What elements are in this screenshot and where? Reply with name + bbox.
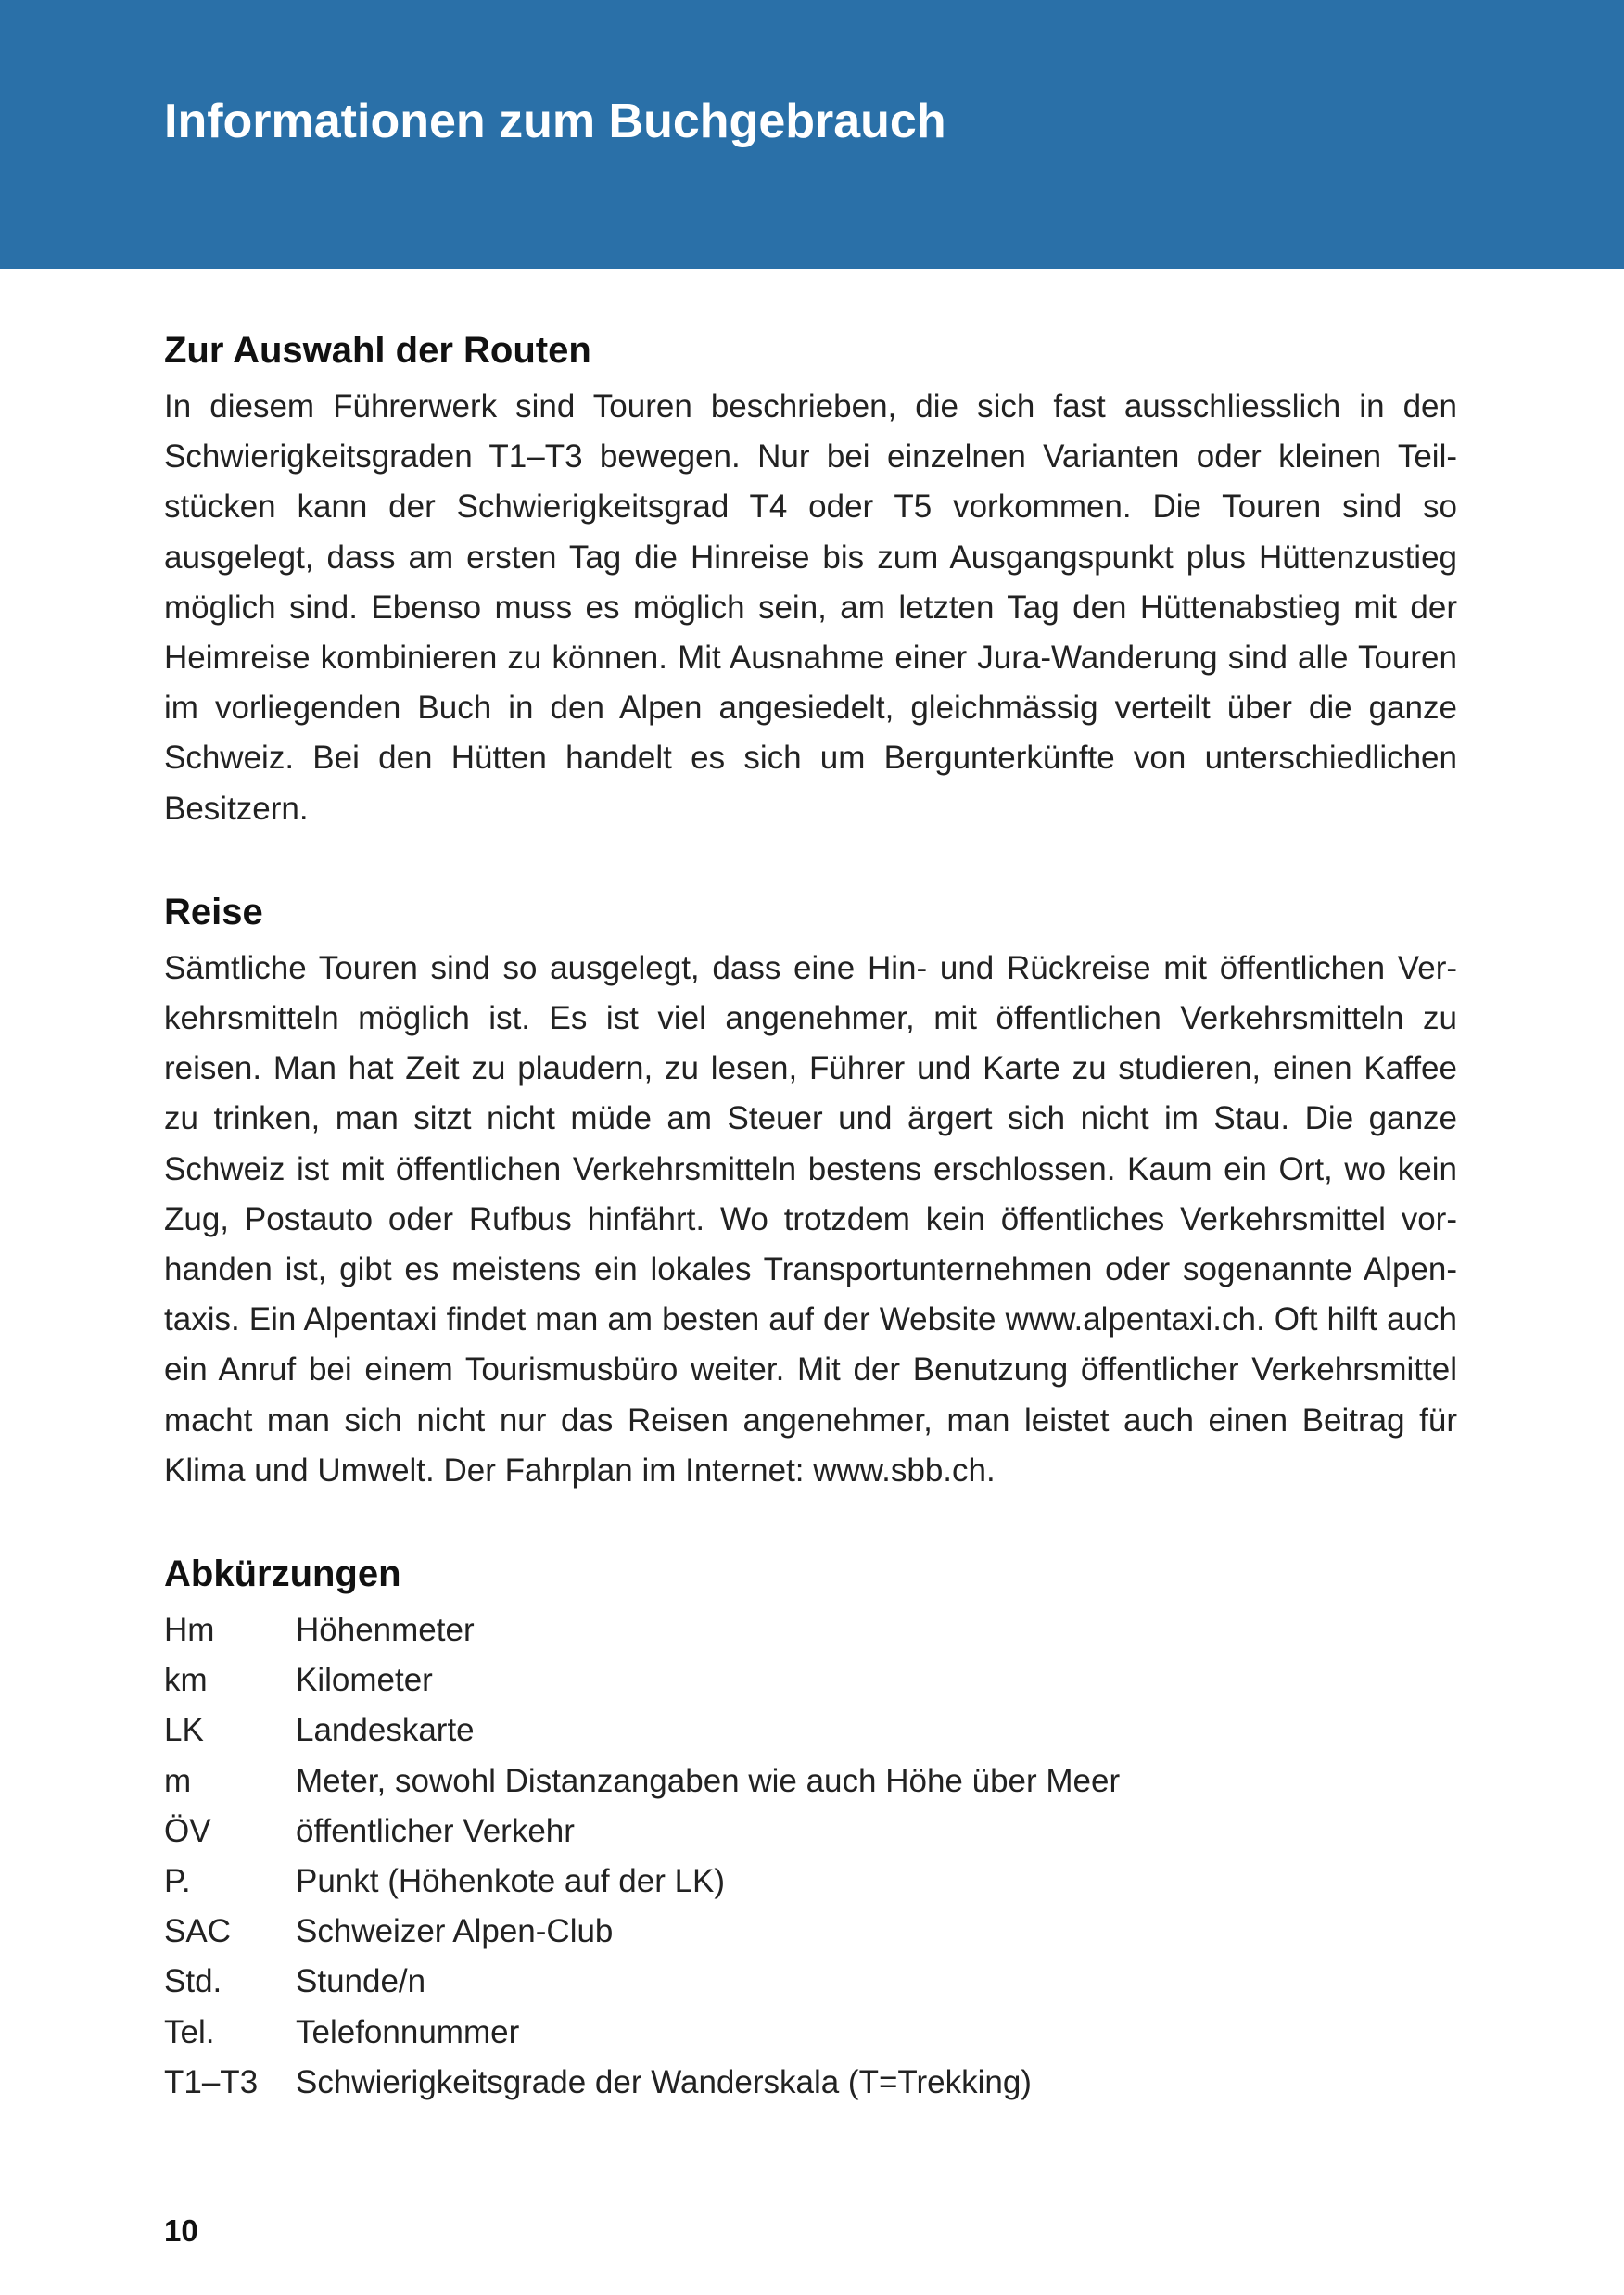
abbreviation: T1–T3 [164, 2063, 259, 2100]
list-item [164, 2058, 1457, 2108]
section-travel [164, 881, 1457, 1496]
list-item [164, 2008, 1457, 2058]
abbreviation-meaning: Landeskarte [296, 1712, 475, 1749]
list-item [164, 1957, 1457, 2007]
abbreviation-list [164, 1605, 1457, 2108]
abbreviation: km [164, 1662, 208, 1699]
abbreviation-meaning: öffentlicher Verkehr [296, 1812, 575, 1849]
section-route-selection [164, 319, 1457, 834]
section-paragraph: Sämtliche Touren sind so ausgelegt, dass eine Hin- und Rückreise mit öffentlichen Verkehrsmitteln möglich ist. Es ist viel angenehmer, mit öffentlichen Verkehrsmitteln zu reisen. Man hat Zeit zu plaudern, zu lesen, Führer und Karte zu studieren, einen Kaffee zu trinken, man sitzt nicht müde am Steuer und ärgert sich nicht im Stau. Die ganze Schweiz ist mit öffentlichen Verkehrsmitteln bestens erschlossen. Kaum ein Ort, wo kein Zug, Postauto oder Rufbus hinfährt. Wo trotzdem kein öffentliches Verkehrsmittel vorhanden ist, gibt es meistens ein lokales Transportunternehmen oder sogenannte Alpentaxis. Ein Alpentaxi findet man am besten auf der Website www.alpentaxi.ch. Oft hilft auch ein Anruf bei einem Tourismusbüro weiter. Mit der Benutzung öffentlicher Verkehrsmittel macht man sich nicht nur das Reisen angenehmer, man leistet auch einen Beitrag für Klima und Umwelt. Der Fahrplan im Internet: www.sbb.ch. [164, 949, 1457, 1489]
page-title: Informationen zum Buchgebrauch [164, 95, 946, 148]
section-spacer [164, 834, 1457, 881]
abbreviation-meaning: Höhenmeter [296, 1612, 475, 1649]
list-item [164, 1756, 1457, 1807]
section-spacer [164, 1496, 1457, 1542]
section-heading: Reise [164, 891, 263, 932]
abbreviation: m [164, 1762, 192, 1799]
abbreviation: SAC [164, 1913, 231, 1950]
section-heading: Zur Auswahl der Routen [164, 330, 591, 371]
list-item [164, 1705, 1457, 1756]
abbreviation: Hm [164, 1612, 215, 1649]
page-content [164, 319, 1457, 2108]
header-band [0, 0, 1624, 269]
abbreviation-meaning: Telefonnummer [296, 2013, 520, 2050]
section-paragraph: In diesem Führerwerk sind Touren beschrieben, die sich fast ausschliesslich in den Schwierigkeitsgraden T1–T3 bewegen. Nur bei einzelnen Varianten oder kleinen Teilstücken kann der Schwierigkeitsgrad T4 oder T5 vorkommen. Die Touren sind so ausgelegt, dass am ersten Tag die Hinreise bis zum Ausgangspunkt plus Hüttenzustieg möglich sind. Ebenso muss es möglich sein, am letzten Tag den Hüttenabstieg mit der Heimreise kombinieren zu können. Mit Ausnahme einer Jura-Wanderung sind alle Touren im vorliegenden Buch in den Alpen angesiedelt, gleichmässig verteilt über die ganze Schweiz. Bei den Hütten handelt es sich um Bergunterkünfte von unterschiedlichen Besitzern. [164, 388, 1457, 827]
abbreviation: LK [164, 1712, 204, 1749]
abbreviation-meaning: Meter, sowohl Distanzangaben wie auch Höhe über Meer [296, 1762, 1121, 1799]
page-number: 10 [164, 2213, 198, 2248]
section-heading: Abkürzungen [164, 1553, 401, 1595]
list-item [164, 1605, 1457, 1655]
abbreviation-meaning: Schwierigkeitsgrade der Wanderskala (T=Trekking) [296, 2063, 1032, 2100]
list-item [164, 1807, 1457, 1857]
abbreviation-meaning: Kilometer [296, 1662, 433, 1699]
abbreviation: P. [164, 1863, 191, 1900]
abbreviation: Tel. [164, 2013, 215, 2050]
abbreviation-meaning: Stunde/n [296, 1963, 426, 2000]
list-item [164, 1655, 1457, 1705]
abbreviation: Std. [164, 1963, 222, 2000]
abbreviation-meaning: Punkt (Höhenkote auf der LK) [296, 1863, 726, 1900]
abbreviation-meaning: Schweizer Alpen-Club [296, 1913, 614, 1950]
list-item [164, 1907, 1457, 1957]
list-item [164, 1857, 1457, 1907]
abbreviation: ÖV [164, 1812, 211, 1849]
section-abbreviations [164, 1542, 1457, 2108]
